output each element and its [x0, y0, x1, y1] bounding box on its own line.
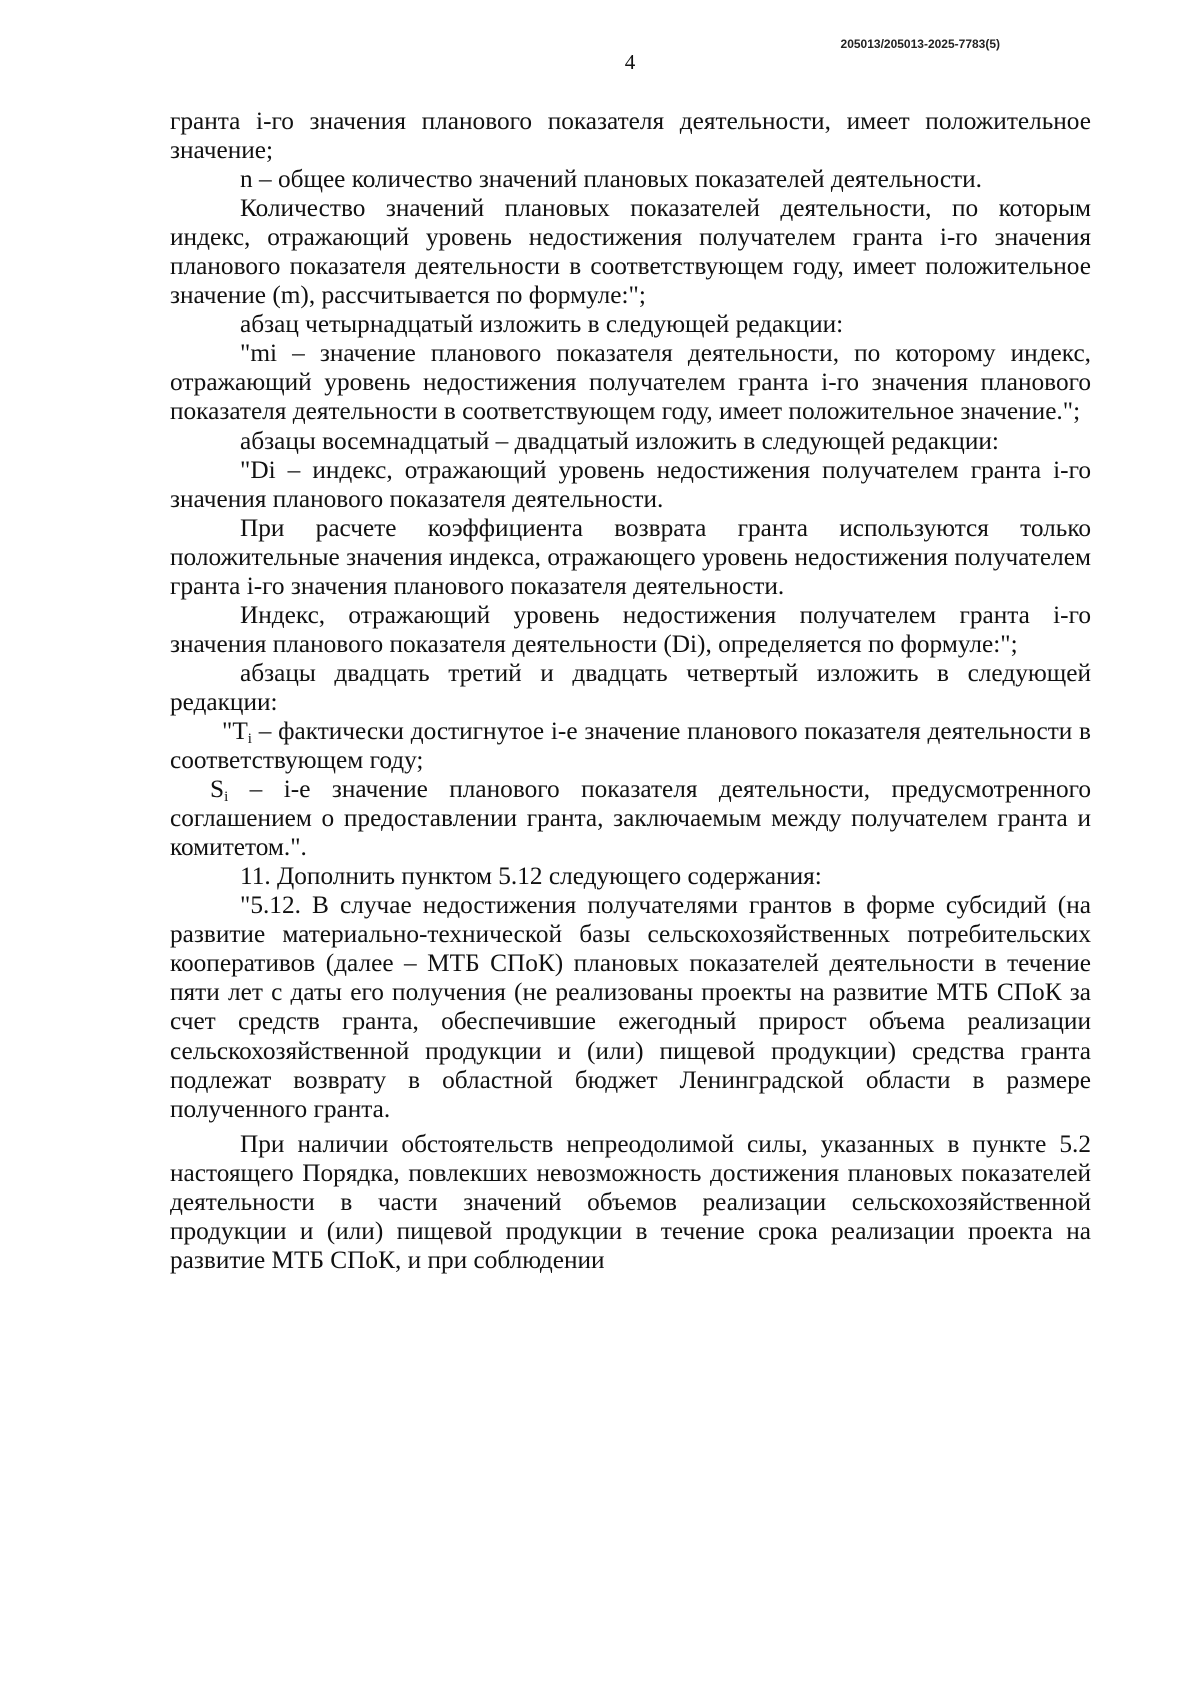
paragraph: абзац четырнадцатый изложить в следующей редакции: [240, 310, 844, 339]
subscript-i: i [224, 789, 229, 806]
paragraph: "Di – индекс, отражающий уровень недостижения получателем гранта i-го значения планового показателя деятельности. [170, 455, 1091, 513]
paragraph-si [170, 775, 1091, 862]
page-number: 4 [624, 50, 636, 74]
symbol-s: S [210, 775, 225, 804]
paragraph: гранта i-го значения планового показателя деятельности, имеет положительное значение; [170, 107, 1091, 165]
document-id: 205013/205013-2025-7783(5) [840, 37, 1000, 51]
document-body [170, 107, 1091, 1275]
paragraph: При наличии обстоятельств непреодолимой силы, указанных в пункте 5.2 настоящего Порядка, повлекших невозможность достижения плановых показателей деятельности в части значений объемов реализации сельскохозяйственной продукции и (или) пищевой продукции в течение срока реализации проекта на развитие МТБ СПоК, и при соблюдении [170, 1129, 1091, 1274]
paragraph: При расчете коэффициента возврата гранта используются только положительные значения индекса, отражающего уровень недостижения получателем гранта i-го значения планового показателя деятельности. [170, 513, 1091, 600]
subscript-i: i [247, 730, 252, 747]
paragraph-ti [170, 717, 1091, 775]
paragraph: абзацы двадцать третий и двадцать четвертый изложить в следующей редакции: [170, 658, 1091, 716]
paragraph: "mi – значение планового показателя деятельности, по которому индекс, отражающий уровень недостижения получателем гранта i-го значения планового показателя деятельности в соответствующем году, имеет положительное значение."; [170, 339, 1091, 426]
symbol-t: "T [222, 716, 248, 745]
paragraph: n – общее количество значений плановых показателей деятельности. [240, 165, 982, 194]
paragraph: Количество значений плановых показателей деятельности, по которым индекс, отражающий уровень недостижения получателем гранта i-го значения планового показателя деятельности в соответствующем году, имеет положительное значение (m), рассчитывается по формуле:"; [170, 194, 1091, 310]
paragraph-text: – фактически достигнутое i-е значение планового показателя деятельности в соответствующем году; [170, 716, 1091, 775]
paragraph: абзацы восемнадцатый – двадцатый изложить в следующей редакции: [240, 426, 999, 455]
paragraph-text: – i-е значение планового показателя деятельности, предусмотренного соглашением о предоставлении гранта, заключаемым между получателем гранта и комитетом.". [170, 775, 1091, 862]
paragraph: "5.12. В случае недостижения получателями грантов в форме субсидий (на развитие материально-технической базы сельскохозяйственных потребительских кооперативов (далее – МТБ СПоК) плановых показателей деятельности в течение пяти лет с даты его получения (не реализованы проекты на развитие МТБ СПоК за счет средств гранта, обеспечившие ежегодный прирост объема реализации сельскохозяйственной продукции и (или) пищевой продукции) средства гранта подлежат возврату в областной бюджет Ленинградской области в размере полученного гранта. [170, 891, 1091, 1123]
paragraph: 11. Дополнить пунктом 5.12 следующего содержания: [240, 862, 822, 891]
paragraph: Индекс, отражающий уровень недостижения получателем гранта i-го значения планового показателя деятельности (Di), определяется по формуле:"; [170, 600, 1091, 658]
